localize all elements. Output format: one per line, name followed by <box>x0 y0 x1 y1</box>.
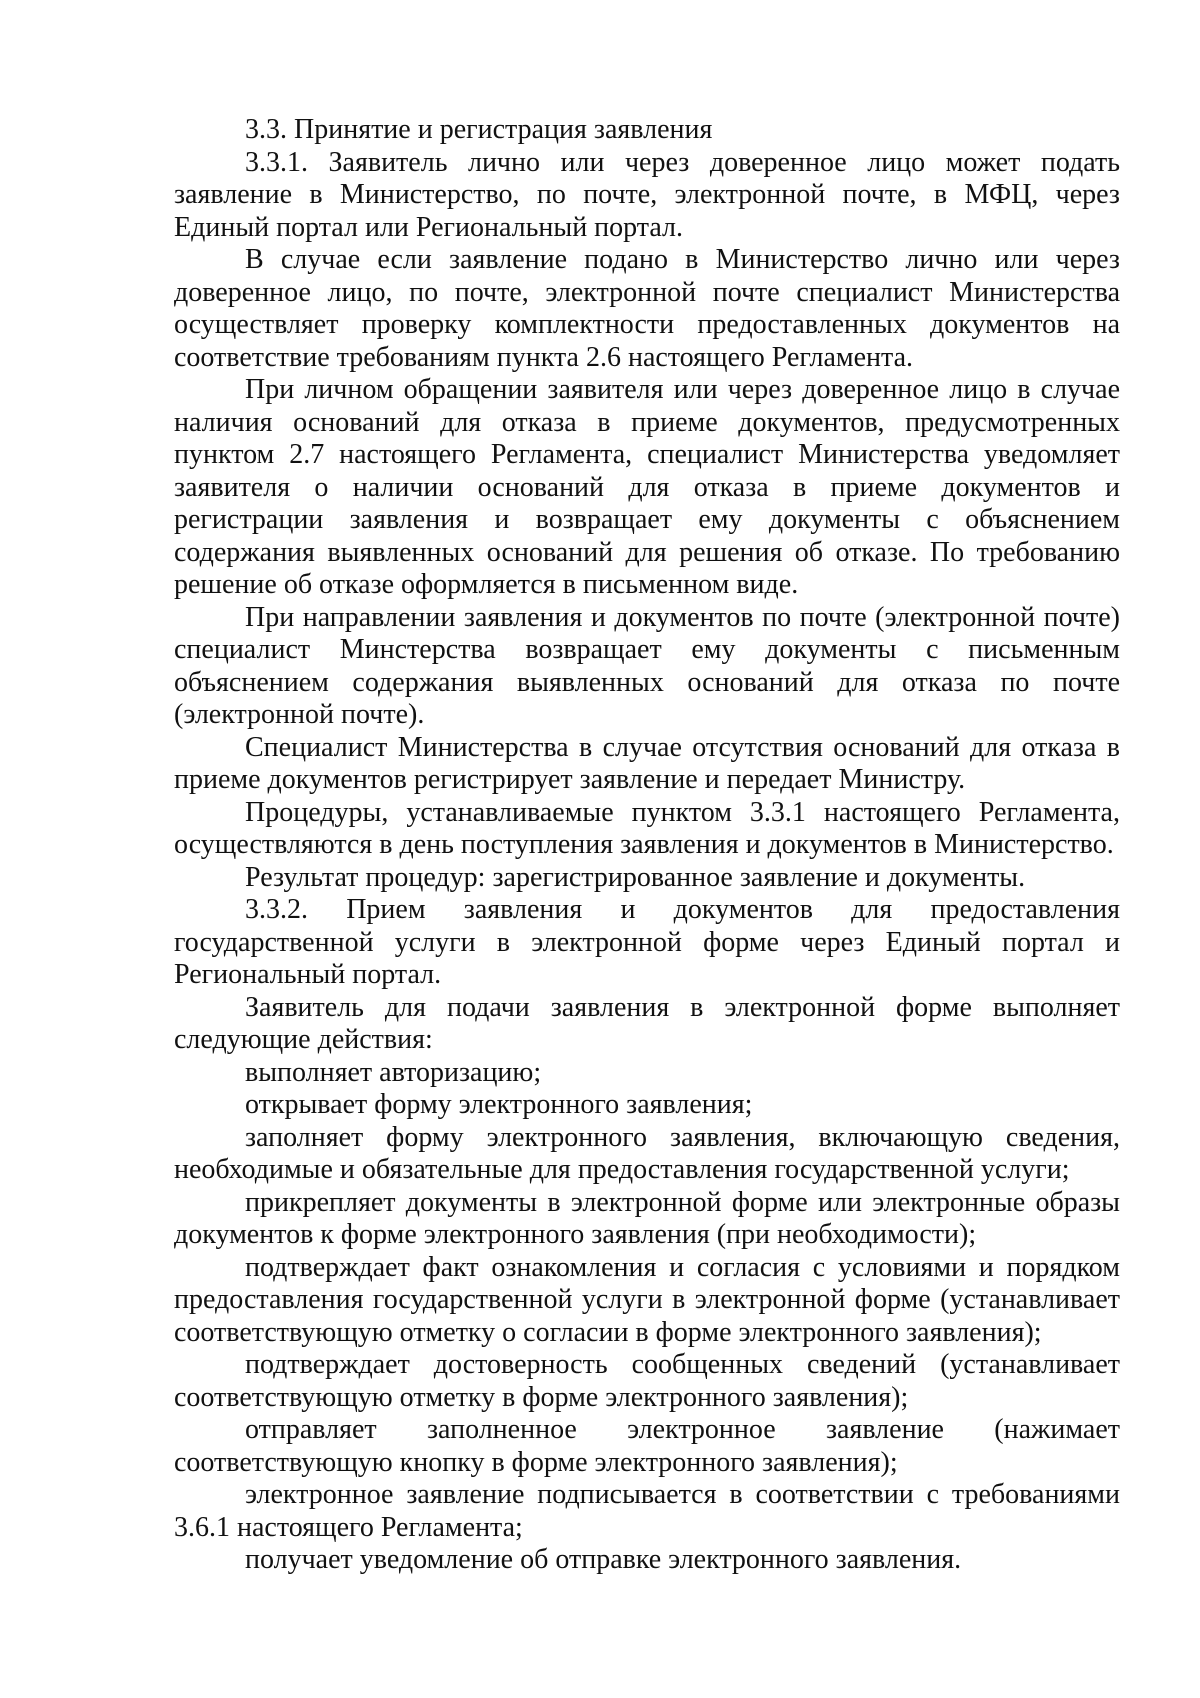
list-item-confirm-accuracy: подтверждает достоверность сообщенных сведений (устанавливает соответствующую отметку в форме электронного заявления); <box>174 1349 1120 1413</box>
paragraph-3-3-2: 3.3.2. Прием заявления и документов для предоставления государственной услуги в электронной форме через Единый портал и Региональный портал. <box>174 894 1120 990</box>
paragraph-registration: Специалист Министерства в случае отсутствия оснований для отказа в приеме документов регистрирует заявление и передает Министру. <box>174 731 1120 795</box>
list-item-attach-documents: прикрепляет документы в электронной форме или электронные образы документов к форме электронного заявления (при необходимости); <box>174 1186 1120 1250</box>
paragraph-document-check: В случае если заявление подано в Министерство лично или через доверенное лицо, по почте, электронной почте специалист Министерства осуществляет проверку комплектности предоставленных документов на соответствие требованиям пункта 2.6 настоящего Регламента. <box>174 244 1120 373</box>
paragraph-procedure-timing: Процедуры, устанавливаемые пунктом 3.3.1 настоящего Регламента, осуществляются в день поступления заявления и документов в Министерство. <box>174 796 1120 860</box>
list-item-fill-form: заполняет форму электронного заявления, включающую сведения, необходимые и обязательные для предоставления государственной услуги; <box>174 1121 1120 1185</box>
section-heading: 3.3. Принятие и регистрация заявления <box>245 114 713 145</box>
paragraph-refusal-by-mail: При направлении заявления и документов по почте (электронной почте) специалист Минстерства возвращает ему документы с письменным объяснением содержания выявленных оснований для отказа по почте (электронной почте). <box>174 601 1120 730</box>
list-item-confirm-consent: подтверждает факт ознакомления и согласия с условиями и порядком предоставления государственной услуги в электронной форме (устанавливает соответствующую отметку о согласии в форме электронного заявления); <box>174 1251 1120 1348</box>
paragraph-3-3-1: 3.3.1. Заявитель лично или через доверенное лицо может подать заявление в Министерство, по почте, электронной почте, в МФЦ, через Единый портал или Региональный портал. <box>174 146 1120 243</box>
paragraph-applicant-actions: Заявитель для подачи заявления в электронной форме выполняет следующие действия: <box>174 991 1120 1055</box>
document-page <box>174 114 1120 1577</box>
paragraph-procedure-result: Результат процедур: зарегистрированное заявление и документы. <box>245 861 1026 893</box>
list-item-send-application: отправляет заполненное электронное заявление (нажимает соответствующую кнопку в форме электронного заявления); <box>174 1414 1120 1478</box>
list-item-notification: получает уведомление об отправке электронного заявления. <box>245 1544 962 1575</box>
list-item-authorization: выполняет авторизацию; <box>245 1056 542 1088</box>
list-item-open-form: открывает форму электронного заявления; <box>245 1089 753 1120</box>
list-item-signature: электронное заявление подписывается в соответствии с требованиями 3.6.1 настоящего Регламента; <box>174 1479 1120 1543</box>
paragraph-refusal-in-person: При личном обращении заявителя или через доверенное лицо в случае наличия оснований для отказа в приеме документов, предусмотренных пунктом 2.7 настоящего Регламента, специалист Министерства уведомляет заявителя о наличии оснований для отказа в приеме документов и регистрации заявления и возвращает ему документы с объяснением содержания выявленных оснований для решения об отказе. По требованию решение об отказе оформляется в письменном виде. <box>174 374 1120 600</box>
